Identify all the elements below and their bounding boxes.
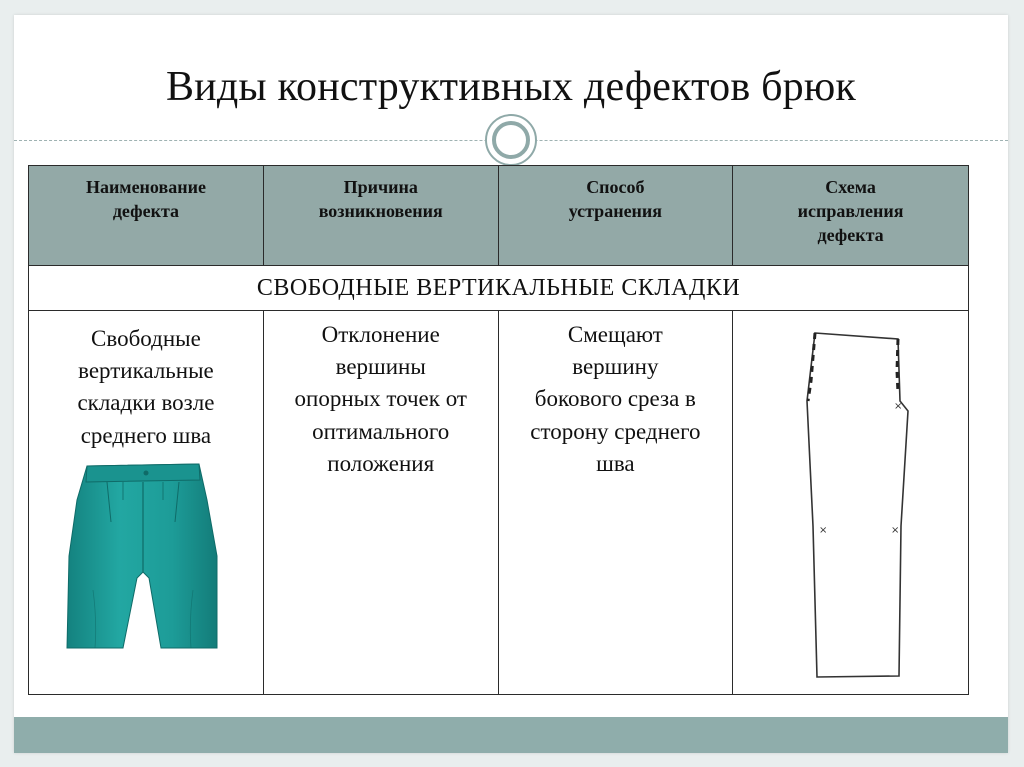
defects-table: [28, 165, 969, 695]
cell-cause: Отклонение вершины опорных точек от оптимального положения: [263, 311, 498, 695]
table-row: [29, 311, 969, 695]
section-row: [29, 266, 969, 311]
trouser-pattern-drawing: [803, 321, 913, 681]
teal-pants-image: [63, 460, 223, 650]
header-correction-scheme: Схема исправления дефекта: [733, 166, 969, 266]
footer-bar: [14, 717, 1008, 753]
svg-text:×: ×: [894, 401, 903, 412]
table-header-row: [29, 166, 969, 266]
header-cause: Причина возникновения: [263, 166, 498, 266]
header-remedy: Способ устранения: [498, 166, 733, 266]
section-title: СВОБОДНЫЕ ВЕРТИКАЛЬНЫЕ СКЛАДКИ: [29, 266, 969, 311]
cell-defect-name: Свободные вертикальные складки возле среднего шва: [29, 311, 264, 695]
header-defect-name: Наименование дефекта: [29, 166, 264, 266]
svg-text:×: ×: [819, 525, 828, 536]
svg-text:×: ×: [891, 525, 900, 536]
cell-correction-scheme: [733, 311, 969, 695]
circle-ornament-icon: [485, 114, 537, 166]
slide-title: Виды конструктивных дефектов брюк: [165, 64, 857, 110]
cell-remedy: Смещают вершину бокового среза в сторону среднего шва: [498, 311, 733, 695]
